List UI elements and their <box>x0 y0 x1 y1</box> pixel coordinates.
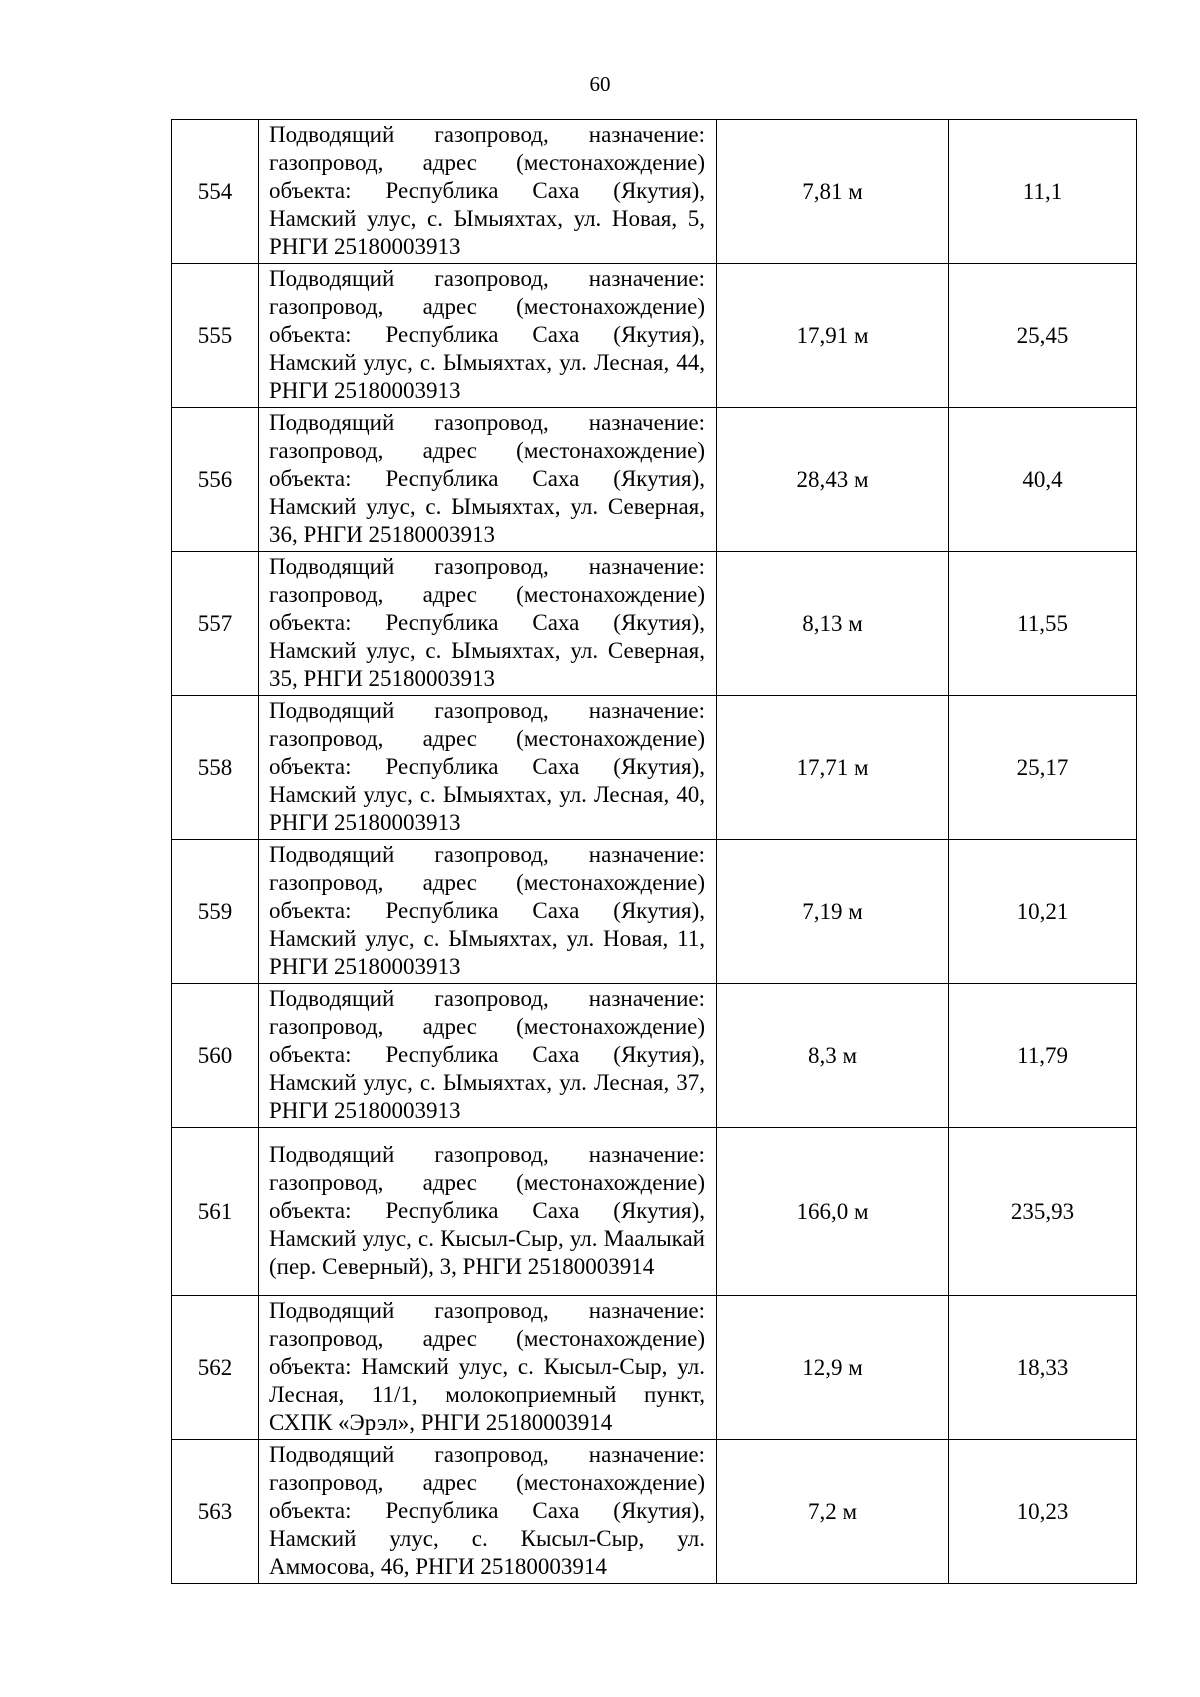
value-cell: 10,21 <box>949 840 1137 984</box>
value-cell: 18,33 <box>949 1296 1137 1440</box>
object-description-cell: Подводящий газопровод, назначение: газопровод, адрес (местонахождение) объекта: Республика Саха (Якутия), Намский улус, с. Кысыл-Сыр, ул. Маалыкай (пер. Северный), 3, РНГИ 25180003914 <box>259 1128 717 1296</box>
table-row <box>172 120 1137 264</box>
length-cell: 17,71 м <box>717 696 949 840</box>
object-description-cell: Подводящий газопровод, назначение: газопровод, адрес (местонахождение) объекта: Республика Саха (Якутия), Намский улус, с. Ымыяхтах, ул. Новая, 11, РНГИ 25180003913 <box>259 840 717 984</box>
length-cell: 8,13 м <box>717 552 949 696</box>
object-description-cell: Подводящий газопровод, назначение: газопровод, адрес (местонахождение) объекта: Республика Саха (Якутия), Намский улус, с. Кысыл-Сыр, ул. Аммосова, 46, РНГИ 25180003914 <box>259 1440 717 1584</box>
row-number-cell: 557 <box>172 552 259 696</box>
length-cell: 28,43 м <box>717 408 949 552</box>
table-row <box>172 264 1137 408</box>
row-number-cell: 563 <box>172 1440 259 1584</box>
object-description-cell: Подводящий газопровод, назначение: газопровод, адрес (местонахождение) объекта: Республика Саха (Якутия), Намский улус, с. Ымыяхтах, ул. Лесная, 40, РНГИ 25180003913 <box>259 696 717 840</box>
object-description-cell: Подводящий газопровод, назначение: газопровод, адрес (местонахождение) объекта: Республика Саха (Якутия), Намский улус, с. Ымыяхтах, ул. Северная, 36, РНГИ 25180003913 <box>259 408 717 552</box>
value-cell: 10,23 <box>949 1440 1137 1584</box>
row-number-cell: 561 <box>172 1128 259 1296</box>
value-cell: 25,17 <box>949 696 1137 840</box>
value-cell: 11,55 <box>949 552 1137 696</box>
object-description-cell: Подводящий газопровод, назначение: газопровод, адрес (местонахождение) объекта: Республика Саха (Якутия), Намский улус, с. Ымыяхтах, ул. Новая, 5, РНГИ 25180003913 <box>259 120 717 264</box>
row-number-cell: 558 <box>172 696 259 840</box>
value-cell: 235,93 <box>949 1128 1137 1296</box>
object-description-cell: Подводящий газопровод, назначение: газопровод, адрес (местонахождение) объекта: Республика Саха (Якутия), Намский улус, с. Ымыяхтах, ул. Северная, 35, РНГИ 25180003913 <box>259 552 717 696</box>
row-number-cell: 560 <box>172 984 259 1128</box>
value-cell: 11,79 <box>949 984 1137 1128</box>
table-row <box>172 1296 1137 1440</box>
table-row <box>172 552 1137 696</box>
length-cell: 166,0 м <box>717 1128 949 1296</box>
length-cell: 12,9 м <box>717 1296 949 1440</box>
length-cell: 8,3 м <box>717 984 949 1128</box>
table-row <box>172 984 1137 1128</box>
row-number-cell: 559 <box>172 840 259 984</box>
row-number-cell: 562 <box>172 1296 259 1440</box>
table-row <box>172 1440 1137 1584</box>
value-cell: 25,45 <box>949 264 1137 408</box>
length-cell: 7,81 м <box>717 120 949 264</box>
value-cell: 40,4 <box>949 408 1137 552</box>
row-number-cell: 554 <box>172 120 259 264</box>
row-number-cell: 555 <box>172 264 259 408</box>
row-number-cell: 556 <box>172 408 259 552</box>
page-number: 60 <box>589 72 611 96</box>
table-row <box>172 1128 1137 1296</box>
table-row <box>172 696 1137 840</box>
object-description-cell: Подводящий газопровод, назначение: газопровод, адрес (местонахождение) объекта: Республика Саха (Якутия), Намский улус, с. Ымыяхтах, ул. Лесная, 37, РНГИ 25180003913 <box>259 984 717 1128</box>
length-cell: 7,19 м <box>717 840 949 984</box>
object-description-cell: Подводящий газопровод, назначение: газопровод, адрес (местонахождение) объекта: Республика Саха (Якутия), Намский улус, с. Ымыяхтах, ул. Лесная, 44, РНГИ 25180003913 <box>259 264 717 408</box>
object-description-cell: Подводящий газопровод, назначение: газопровод, адрес (местонахождение) объекта: Намский улус, с. Кысыл-Сыр, ул. Лесная, 11/1, молокоприемный пункт, СХПК «Эрэл», РНГИ 25180003914 <box>259 1296 717 1440</box>
table-row <box>172 408 1137 552</box>
table-row <box>172 840 1137 984</box>
length-cell: 17,91 м <box>717 264 949 408</box>
length-cell: 7,2 м <box>717 1440 949 1584</box>
value-cell: 11,1 <box>949 120 1137 264</box>
registry-table <box>171 119 1137 1584</box>
